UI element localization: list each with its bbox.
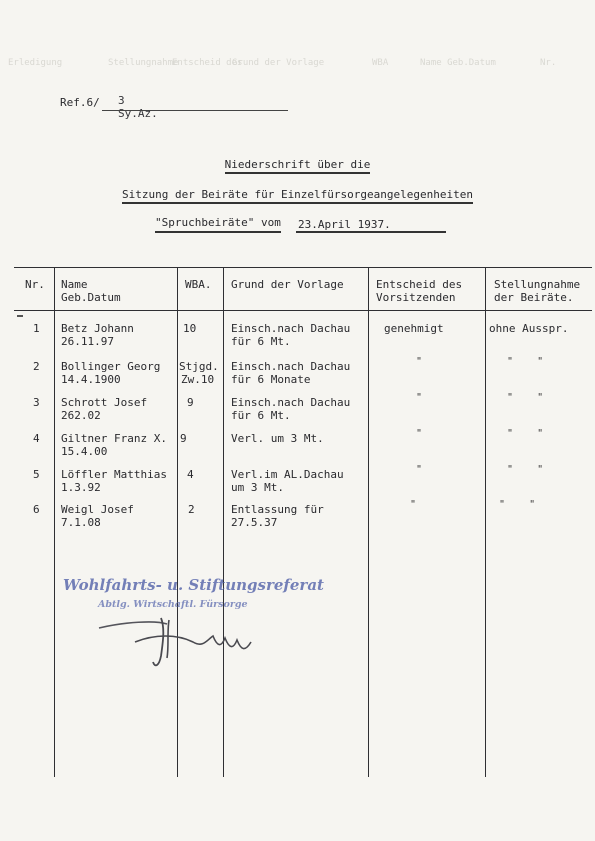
session-date-text: 23.April 1937. [298, 218, 391, 231]
row-stellungnahme: " " [507, 428, 544, 439]
ghost-label: WBA [372, 58, 389, 68]
row-birthdate: 262.02 [61, 409, 101, 422]
stray-mark [17, 315, 23, 317]
header-entscheid: Entscheid des [376, 278, 463, 291]
row-grund-2: für 6 Mt. [231, 335, 291, 348]
row-name: Betz Johann [61, 322, 134, 335]
row-stellungnahme: " " [499, 499, 536, 510]
row-wba: 9 [180, 432, 187, 445]
row-wba-2: Zw.10 [181, 373, 215, 386]
row-grund-2: um 3 Mt. [231, 481, 284, 494]
ghost-label: Name Geb.Datum [420, 58, 496, 68]
table-header-rule [14, 310, 592, 311]
row-number: 4 [33, 432, 40, 445]
table-top-rule [14, 267, 592, 268]
row-number: 1 [33, 322, 40, 335]
column-divider [485, 267, 486, 777]
row-entscheid: " [410, 499, 417, 510]
ghost-label: Grund der Vorlage [232, 58, 325, 68]
show-through-text [0, 58, 595, 98]
title-text-3: "Spruchbeiräte" vom [155, 216, 281, 233]
reference-number: 3 Sy.Az. [118, 94, 158, 120]
row-name: Löffler Matthias [61, 468, 167, 481]
title-line-3 [155, 216, 281, 233]
row-entscheid: " [416, 392, 423, 403]
date-underline [296, 231, 446, 233]
ghost-label: Erledigung [8, 58, 63, 68]
row-name: Giltner Franz X. [61, 432, 167, 445]
row-entscheid: " [416, 356, 423, 367]
reference-line [60, 94, 158, 120]
row-grund: Einsch.nach Dachau [231, 360, 351, 373]
row-birthdate: 7.1.08 [61, 516, 101, 529]
row-wba: 2 [188, 503, 195, 516]
row-number: 6 [33, 503, 40, 516]
header-birthdate: Geb.Datum [61, 291, 121, 304]
row-grund-2: für 6 Monate [231, 373, 311, 386]
row-name: Bollinger Georg [61, 360, 161, 373]
ghost-label: Stellungnahme [108, 58, 179, 68]
reference-prefix: Ref.6/ [60, 96, 100, 109]
row-entscheid: " [416, 464, 423, 475]
column-divider [54, 267, 55, 777]
header-wba: WBA. [185, 278, 212, 291]
title-text-1: Niederschrift über die [225, 158, 371, 174]
header-entscheid-2: Vorsitzenden [376, 291, 456, 304]
row-entscheid: genehmigt [384, 322, 444, 335]
header-name: Name [61, 278, 88, 291]
row-grund: Entlassung für [231, 503, 324, 516]
row-grund: Einsch.nach Dachau [231, 322, 351, 335]
title-text-2: Sitzung der Beiräte für Einzelfürsorgeangelegenheiten [122, 188, 473, 204]
row-stellungnahme: " " [507, 356, 544, 367]
row-wba: 10 [183, 322, 197, 335]
title-line-1 [0, 158, 595, 171]
row-wba: 4 [187, 468, 194, 481]
row-number: 5 [33, 468, 40, 481]
header-nr: Nr. [25, 278, 45, 291]
row-grund: Verl. um 3 Mt. [231, 432, 324, 445]
row-birthdate: 1.3.92 [61, 481, 101, 494]
ghost-label: Entscheid des [172, 58, 243, 68]
header-grund: Grund der Vorlage [231, 278, 344, 291]
row-entscheid: " [416, 428, 423, 439]
row-stellungnahme: ohne Ausspr. [489, 322, 569, 335]
row-grund: Verl.im AL.Dachau [231, 468, 344, 481]
office-stamp-subline: Abtlg. Wirtschaftl. Fürsorge [98, 599, 248, 610]
session-date [298, 218, 391, 231]
row-wba: 9 [187, 396, 194, 409]
row-stellungnahme: " " [507, 464, 544, 475]
row-stellungnahme: " " [507, 392, 544, 403]
office-stamp: Wohlfahrts- u. Stiftungsreferat [63, 576, 324, 594]
handwritten-signature [95, 612, 265, 672]
title-line-2 [0, 188, 595, 201]
row-name: Schrott Josef [61, 396, 148, 409]
row-grund-2: für 6 Mt. [231, 409, 291, 422]
column-divider [177, 267, 178, 777]
row-grund-2: 27.5.37 [231, 516, 278, 529]
row-name: Weigl Josef [61, 503, 134, 516]
row-grund: Einsch.nach Dachau [231, 396, 351, 409]
row-birthdate: 26.11.97 [61, 335, 114, 348]
column-divider [368, 267, 369, 777]
row-birthdate: 14.4.1900 [61, 373, 121, 386]
column-divider [223, 267, 224, 777]
row-number: 2 [33, 360, 40, 373]
row-number: 3 [33, 396, 40, 409]
row-wba: Stjgd. [179, 360, 219, 373]
ghost-label: Nr. [540, 58, 557, 68]
row-birthdate: 15.4.00 [61, 445, 108, 458]
reference-underline [102, 110, 288, 111]
header-stellungnahme-2: der Beiräte. [494, 291, 574, 304]
header-stellungnahme: Stellungnahme [494, 278, 581, 291]
